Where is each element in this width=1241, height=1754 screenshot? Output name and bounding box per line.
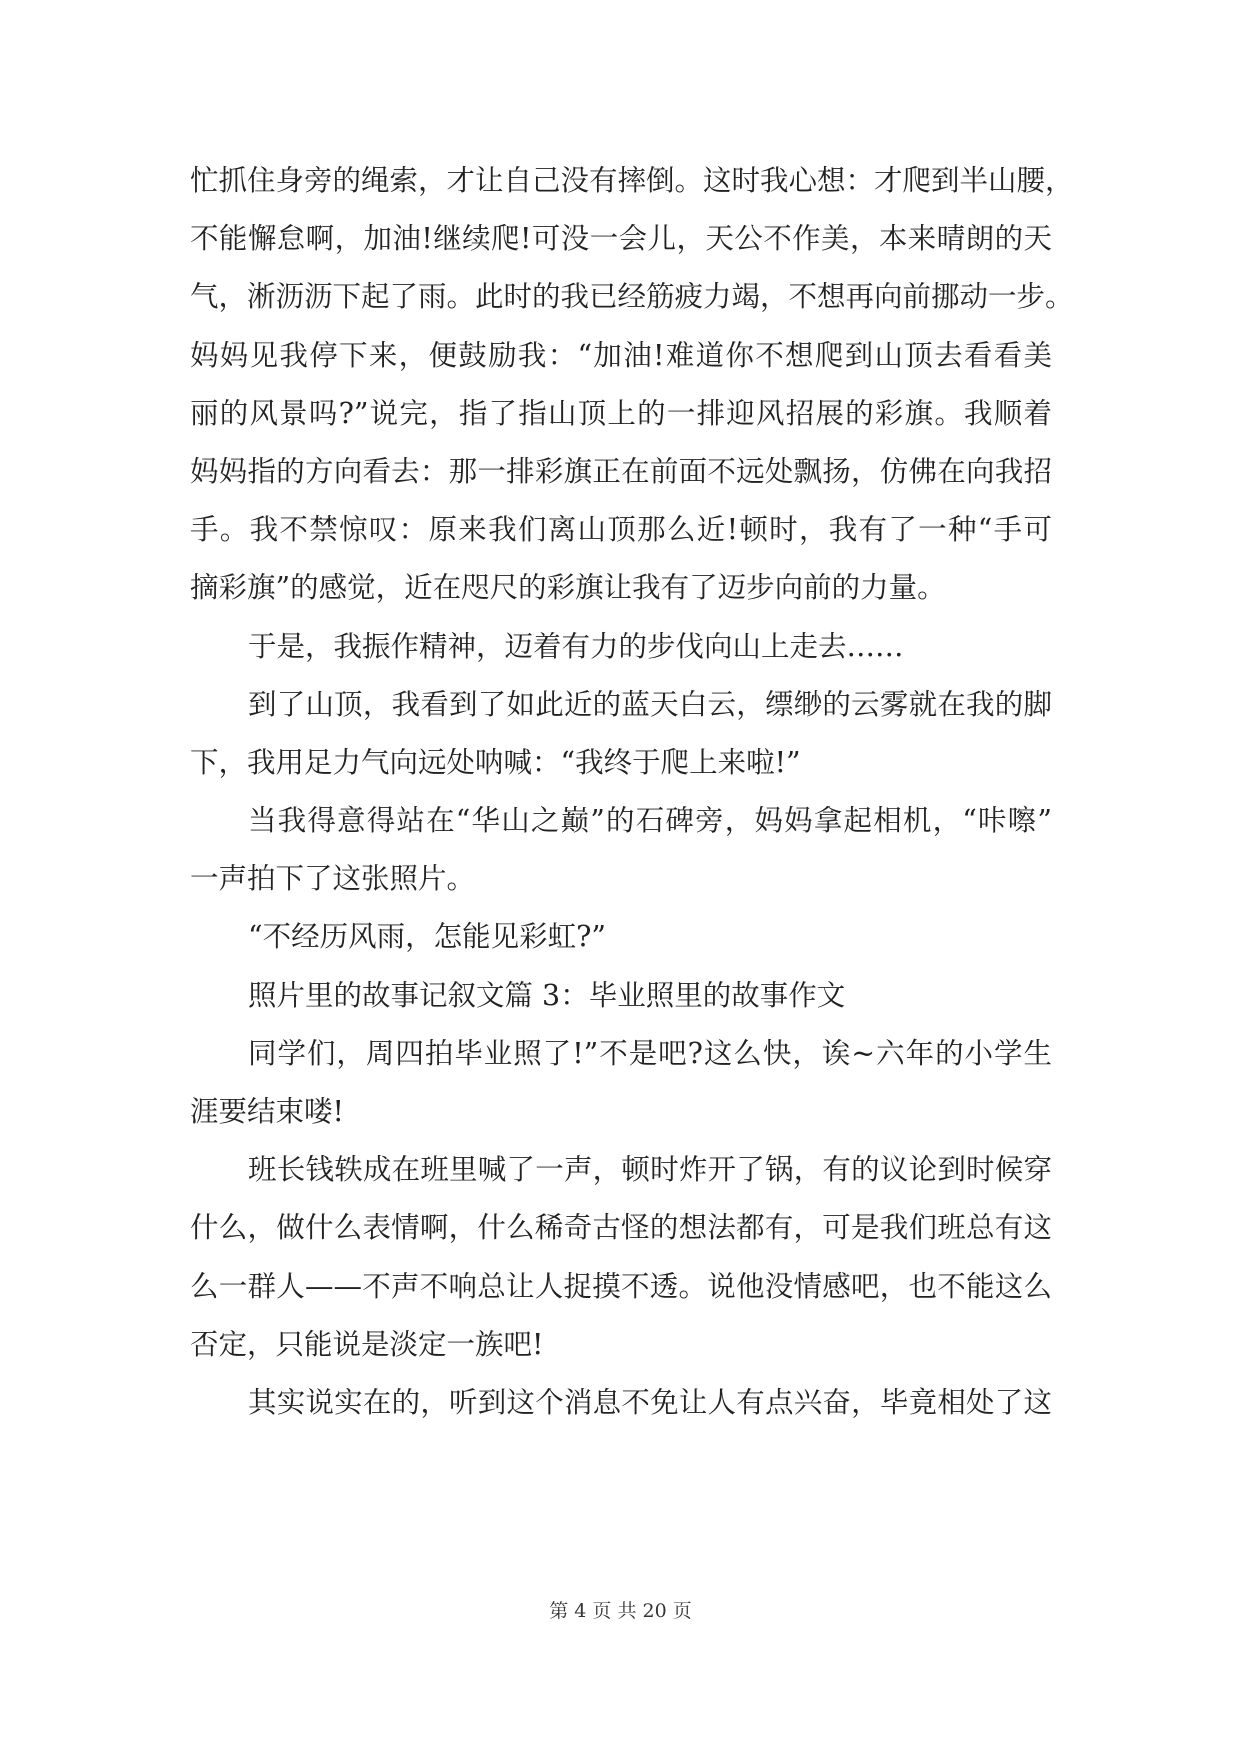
text-line: 一声拍下了这张照片。 [190, 862, 476, 896]
text-line: 当我得意得站在“华山之巅”的石碑旁，妈妈拿起相机，“咔嚓” [248, 804, 1052, 838]
text-line: “不经历风雨，怎能见彩虹?” [248, 920, 606, 954]
text-line: 涯要结束喽! [190, 1095, 344, 1128]
page-footer: 第 4 页 共 20 页 [549, 1600, 692, 1622]
text-line: 摘彩旗”的感觉，近在咫尺的彩旗让我有了迈步向前的力量。 [190, 571, 946, 605]
text-line: 于是，我振作精神，迈着有力的步伐向山上走去…… [248, 629, 904, 663]
text-line: 丽的风景吗?”说完，指了指山顶上的一排迎风招展的彩旗。我顺着 [190, 396, 1052, 430]
text-line: 同学们，周四拍毕业照了!”不是吧?这么快，诶~六年的小学生 [248, 1036, 1052, 1070]
text-line: 其实说实在的，听到这个消息不免让人有点兴奋，毕竟相处了这 [248, 1385, 1052, 1419]
text-line: 妈妈指的方向看去：那一排彩旗正在前面不远处飘扬，仿佛在向我招 [190, 454, 1052, 488]
text-line: 不能懈怠啊，加油!继续爬!可没一会儿，天公不作美，本来晴朗的天 [190, 222, 1052, 256]
text-line: 手。我不禁惊叹：原来我们离山顶那么近!顿时，我有了一种“手可 [190, 513, 1052, 547]
text-line: 否定，只能说是淡定一族吧! [190, 1327, 544, 1361]
text-line: 到了山顶，我看到了如此近的蓝天白云，缥缈的云雾就在我的脚 [248, 687, 1052, 721]
text-line: 妈妈见我停下来，便鼓励我：“加油!难道你不想爬到山顶去看看美 [190, 338, 1052, 372]
text-line: 照片里的故事记叙文篇 3：毕业照里的故事作文 [248, 978, 846, 1012]
text-line: 班长钱轶成在班里喊了一声，顿时炸开了锅，有的议论到时候穿 [248, 1153, 1052, 1187]
text-line: 气，淅沥沥下起了雨。此时的我已经筋疲力竭，不想再向前挪动一步。 [190, 280, 1074, 314]
text-line: 什么，做什么表情啊，什么稀奇古怪的想法都有，可是我们班总有这 [190, 1211, 1052, 1245]
text-line: 么一群人——不声不响总让人捉摸不透。说他没情感吧，也不能这么 [190, 1269, 1052, 1303]
body-text [190, 152, 1074, 1432]
text-line: 忙抓住身旁的绳索，才让自己没有摔倒。这时我心想：才爬到半山腰， [190, 164, 1074, 197]
text-line: 下，我用足力气向远处呐喊：“我终于爬上来啦!” [190, 745, 801, 779]
